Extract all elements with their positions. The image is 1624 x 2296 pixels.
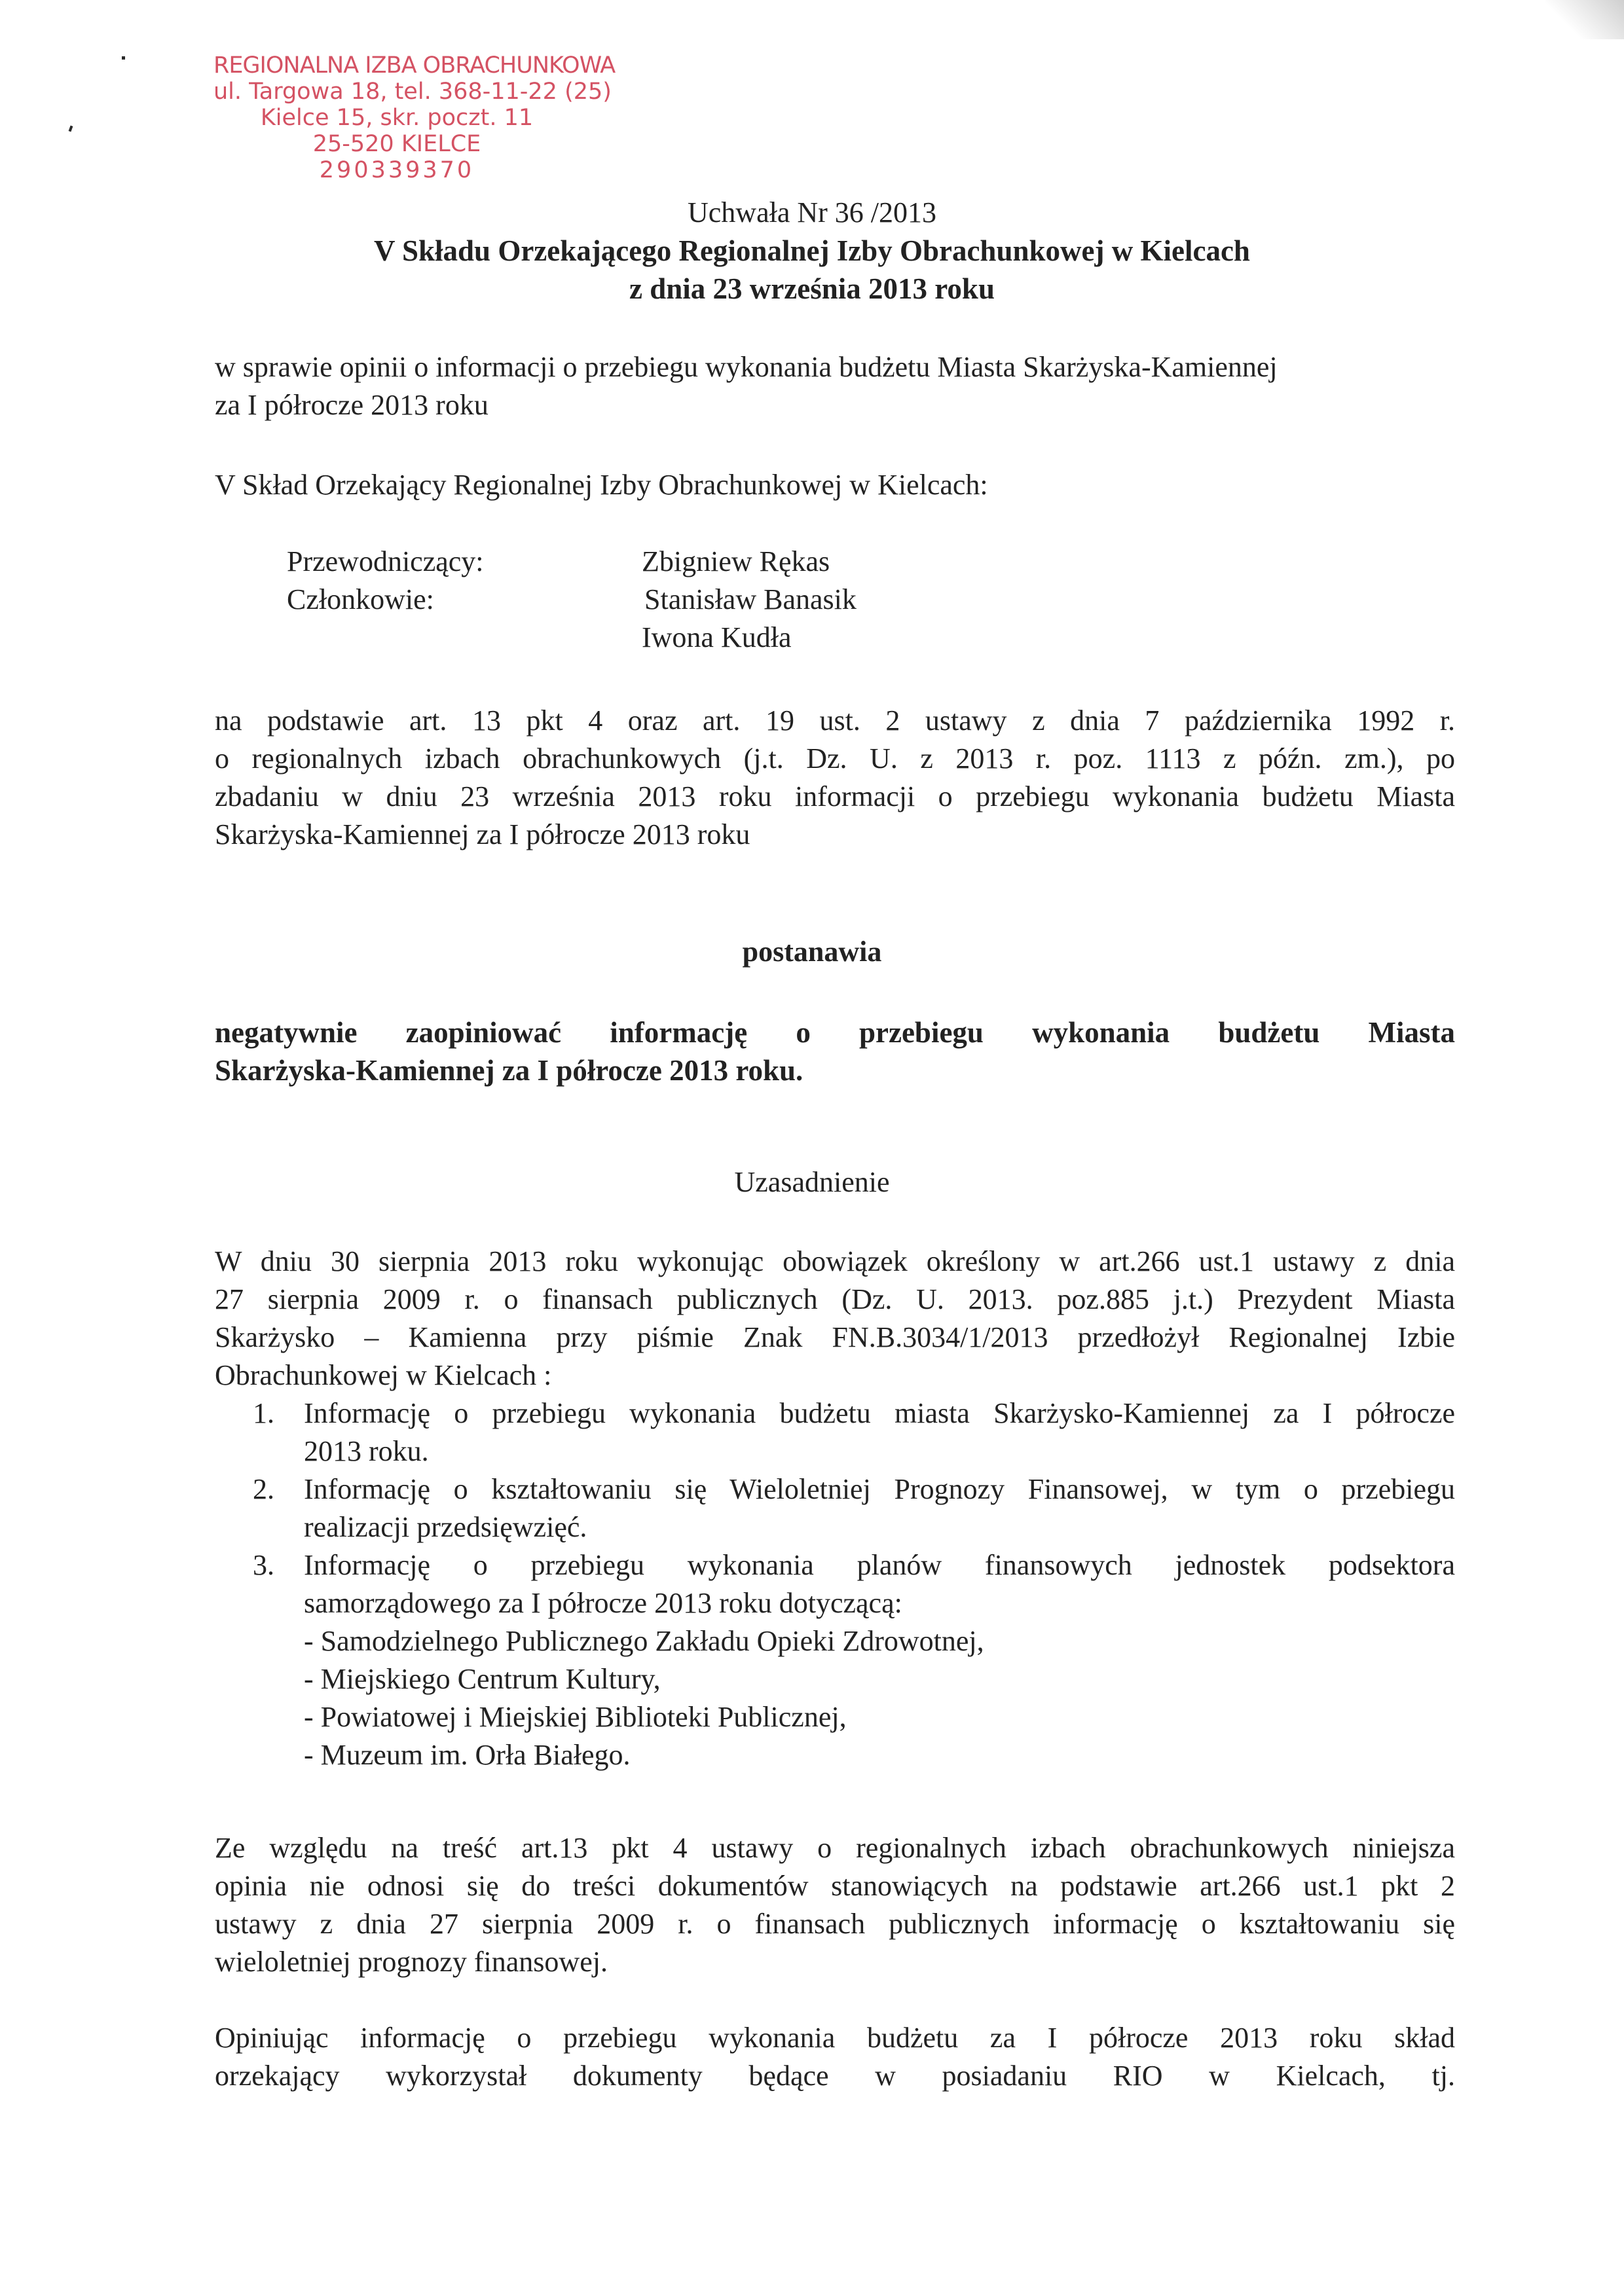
sub-item: - Muzeum im. Orła Białego.: [304, 1739, 631, 1771]
panel-intro: V Skład Orzekający Regionalnej Izby Obrachunkowej w Kielcach:: [215, 469, 988, 501]
legal-basis-paragraph: [215, 702, 1455, 854]
list-item: [304, 1394, 1455, 1470]
list-item-line: Informację o kształtowaniu się Wieloletniej Prognozy Finansowej, w tym o przebiegu: [304, 1473, 1455, 1505]
decision-heading: postanawia: [742, 936, 882, 968]
list-item: [304, 1470, 1455, 1546]
stamp-line: 25-520 KIELCE: [312, 131, 481, 157]
scope-paragraph: [215, 1829, 1455, 1981]
basis-line: zbadaniu w dniu 23 września 2013 roku informacji o przebiegu wykonania budżetu Miasta: [215, 780, 1455, 812]
scan-shadow: [1545, 0, 1624, 39]
sub-item: - Powiatowej i Miejskiej Biblioteki Publicznej,: [304, 1701, 847, 1733]
stamp-line: ul. Targowa 18, tel. 368-11-22 (25): [213, 79, 612, 105]
documents-line: orzekający wykorzystał dokumenty będące w posiadaniu RIO w Kielcach, tj.: [215, 2060, 1455, 2092]
stamp-line: Kielce 15, skr. poczt. 11: [260, 105, 534, 131]
list-item-line: samorządowego za I półrocze 2013 roku dotyczącą:: [304, 1587, 902, 1619]
scan-mark: [69, 126, 73, 132]
list-item-line: 2013 roku.: [304, 1435, 429, 1467]
list-item: [304, 1546, 1455, 1622]
resolution-date: z dnia 23 września 2013 roku: [629, 272, 995, 305]
basis-line: na podstawie art. 13 pkt 4 oraz art. 19 ust. 2 ustawy z dnia 7 października 1992 r.: [215, 704, 1455, 737]
list-number: 3.: [253, 1549, 274, 1581]
document-header: [0, 194, 1624, 308]
justification-line: 27 sierpnia 2009 r. o finansach publicznych (Dz. U. 2013. poz.885 j.t.) Prezydent Miasta: [215, 1283, 1455, 1315]
scope-line: Ze względu na treść art.13 pkt 4 ustawy o regionalnych izbach obrachunkowych niniejsza: [215, 1832, 1455, 1864]
resolution-number: Uchwała Nr 36 /2013: [687, 196, 936, 228]
documents-line: Opiniując informację o przebiegu wykonania budżetu za I półrocze 2013 roku skład: [215, 2022, 1455, 2054]
list-number: 1.: [253, 1397, 274, 1429]
member-name: Stanisław Banasik: [644, 583, 857, 615]
member-name: Iwona Kudła: [642, 621, 792, 653]
scope-line: wieloletniej prognozy finansowej.: [215, 1946, 608, 1978]
list-item-line: Informację o przebiegu wykonania planów finansowych jednostek podsektora: [304, 1549, 1455, 1581]
office-stamp: [213, 52, 616, 183]
decision-paragraph: [215, 1013, 1455, 1089]
justification-line: Obrachunkowej w Kielcach :: [215, 1359, 552, 1391]
subject-line: za I półrocze 2013 roku: [215, 389, 489, 421]
list-item-line: Informację o przebiegu wykonania budżetu miasta Skarżysko-Kamiennej za I półrocze: [304, 1397, 1455, 1429]
stamp-line: 290339370: [319, 157, 475, 183]
justification-line: Skarżysko – Kamienna przy piśmie Znak FN.B.3034/1/2013 przedłożył Regionalnej Izbie: [215, 1321, 1455, 1353]
justification-line: W dniu 30 sierpnia 2013 roku wykonując obowiązek określony w art.266 ust.1 ustawy z dnia: [215, 1245, 1455, 1277]
sub-item: - Miejskiego Centrum Kultury,: [304, 1663, 661, 1695]
decision-line: negatywnie zaopiniować informację o przebiegu wykonania budżetu Miasta: [215, 1016, 1455, 1049]
scope-line: opinia nie odnosi się do treści dokumentów stanowiących na podstawie art.266 ust.1 pkt 2: [215, 1870, 1455, 1902]
list-item-line: realizacji przedsięwzięć.: [304, 1511, 587, 1543]
list-number: 2.: [253, 1473, 274, 1505]
scan-mark: [122, 56, 125, 60]
chair-name: Zbigniew Rękas: [642, 545, 830, 577]
chair-role: Przewodniczący:: [287, 545, 484, 577]
subject-paragraph: [215, 348, 1455, 424]
documents-paragraph: [215, 2019, 1455, 2095]
justification-heading: Uzasadnienie: [734, 1166, 890, 1198]
members-role: Członkowie:: [287, 583, 434, 615]
justification-intro: [215, 1243, 1455, 1394]
scope-line: ustawy z dnia 27 sierpnia 2009 r. o finansach publicznych informację o kształtowaniu się: [215, 1908, 1455, 1940]
basis-line: o regionalnych izbach obrachunkowych (j.t. Dz. U. z 2013 r. poz. 1113 z późn. zm.), po: [215, 742, 1455, 774]
sub-item: - Samodzielnego Publicznego Zakładu Opieki Zdrowotnej,: [304, 1625, 984, 1657]
subject-line: w sprawie opinii o informacji o przebiegu wykonania budżetu Miasta Skarżyska-Kamiennej: [215, 351, 1278, 383]
issuing-body: V Składu Orzekającego Regionalnej Izby Obrachunkowej w Kielcach: [374, 234, 1250, 267]
stamp-line: REGIONALNA IZBA OBRACHUNKOWA: [213, 52, 616, 79]
basis-line: Skarżyska-Kamiennej za I półrocze 2013 roku: [215, 818, 750, 850]
decision-line: Skarżyska-Kamiennej za I półrocze 2013 roku.: [215, 1054, 803, 1087]
